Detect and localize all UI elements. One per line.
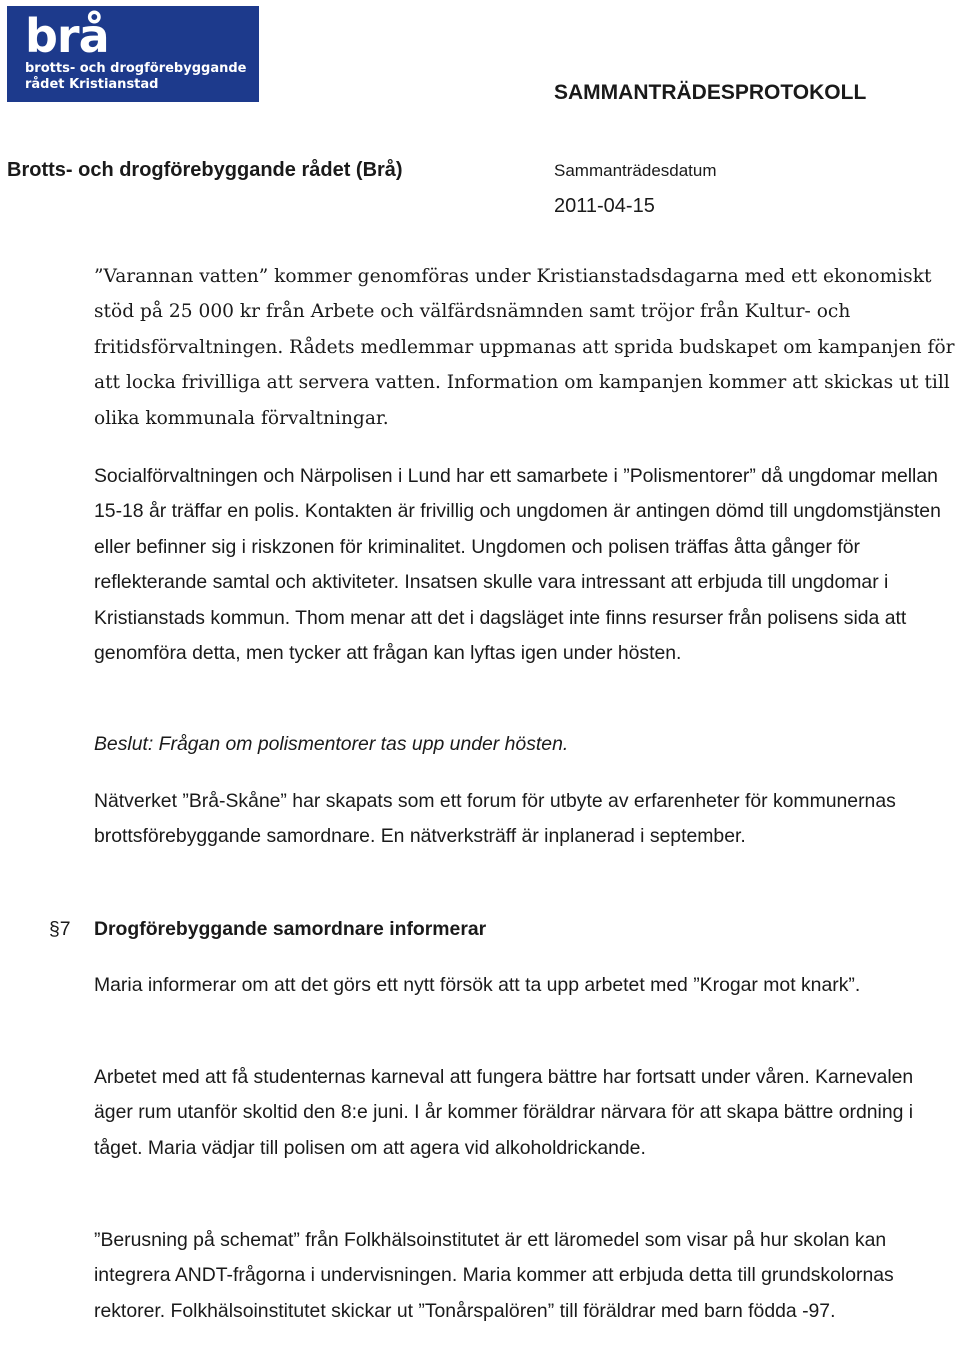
paragraph-bra-skane: Nätverket ”Brå-Skåne” har skapats som ett forum för utbyte av erfarenheter för kommunernas brottsförebyggande samordnare. En nätverksträff är inplanerad i september.	[94, 790, 896, 848]
logo-place-prefix: rådet	[25, 77, 65, 92]
decision-paragraph: Beslut: Frågan om polismentorer tas upp under hösten.	[94, 733, 569, 755]
logo-tagline: brotts- och drogförebyggande	[25, 61, 247, 76]
document-title: SAMMANTRÄDESPROTOKOLL	[554, 81, 867, 104]
organization-name: Brotts- och drogförebyggande rådet (Brå)	[7, 159, 403, 181]
logo-place	[25, 77, 158, 92]
meeting-date-value: 2011-04-15	[554, 195, 655, 217]
paragraph-polismentorer: Socialförvaltningen och Närpolisen i Lund har ett samarbete i ”Polismentorer” då ungdomar mellan 15-18 år träffar en polis. Kontakten är frivillig och ungdomen är antingen dömd till ungdomstjänsten eller befinner sig i riskzonen för kriminalitet. Ungdomen och polisen träffas åtta gånger för reflekterande samtal och aktiviteter. Insatsen skulle vara intressant att erbjuda till ungdomar i Kristianstads kommun. Thom menar att det i dagsläget inte finns resurser från polisens sida att genomföra detta, men tycker att frågan kan lyftas igen under hösten.	[94, 465, 941, 665]
paragraph-karneval: Arbetet med att få studenternas karneval att fungera bättre har fortsatt under våren. Karnevalen äger rum utanför skoltid den 8:e juni. I år kommer föräldrar närvara för att skapa bättre ordning i tåget. Maria vädjar till polisen om att agera vid alkoholdrickande.	[94, 1066, 914, 1159]
logo-place-name: Kristianstad	[69, 77, 159, 92]
meeting-date-label: Sammanträdesdatum	[554, 161, 717, 180]
paragraph-krogar-mot-knark: Maria informerar om att det görs ett nytt försök att ta upp arbetet med ”Krogar mot knark”.	[94, 974, 861, 996]
section-title: Drogförebyggande samordnare informerar	[94, 918, 487, 940]
section-number: §7	[49, 918, 71, 940]
paragraph-berusning-pa-schemat: ”Berusning på schemat” från Folkhälsoinstitutet är ett läromedel som visar på hur skolan kan integrera ANDT-frågorna i undervisningen. Maria kommer att erbjuda detta till grundskolornas rektorer. Folkhälsoinstitutet skickar ut ”Tonårspalören” till föräldrar med barn födda -97.	[94, 1229, 894, 1322]
bra-logo	[7, 6, 259, 102]
logo-mark: brå	[25, 9, 109, 63]
paragraph-varannan-vatten: ”Varannan vatten” kommer genomföras under Kristianstadsdagarna med ett ekonomiskt stöd på 25 000 kr från Arbete och välfärdsnämnden samt tröjor från Kultur- och fritidsförvaltningen. Rådets medlemmar uppmanas att sprida budskapet om kampanjen för att locka frivilliga att servera vatten. Information om kampanjen kommer att skickas ut till olika kommunala förvaltningar.	[94, 266, 955, 429]
